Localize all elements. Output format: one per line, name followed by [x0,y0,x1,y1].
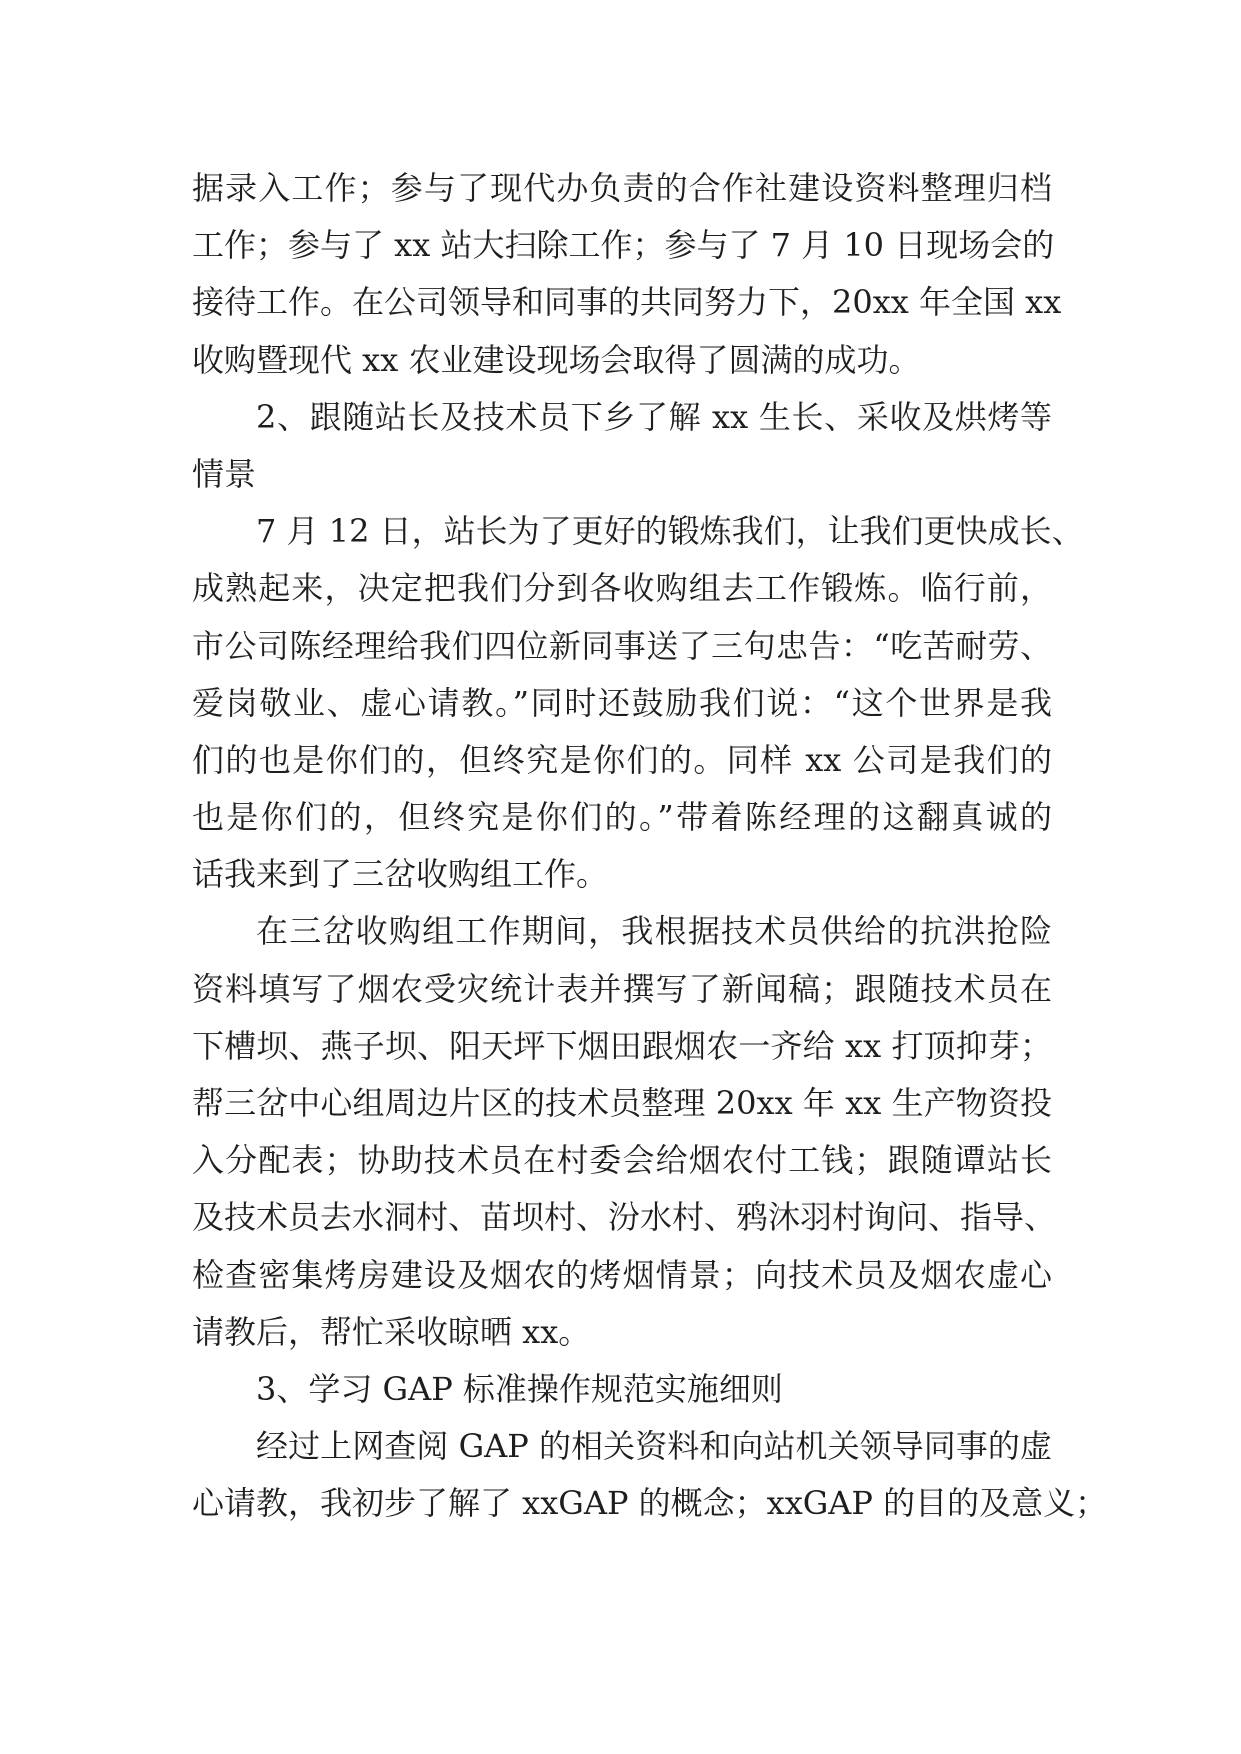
text-line: 也是你们的，但终究是你们的。”带着陈经理的这翻真诚的 [192,798,1052,837]
text-line: 请教后，帮忙采收晾晒 xx。 [192,1312,591,1351]
text-line: 检查密集烤房建设及烟农的烤烟情景；向技术员及烟农虚心 [192,1255,1052,1294]
text-line: 及技术员去水洞村、苗坝村、汾水村、鸦沐羽村询问、指导、 [192,1198,1057,1237]
text-line: 收购暨现代 xx 农业建设现场会取得了圆满的成功。 [192,340,921,379]
text-line: 2、跟随站长及技术员下乡了解 xx 生长、采收及烘烤等 [256,397,1052,436]
text-line: 经过上网查阅 GAP 的相关资料和向站机关领导同事的虚 [256,1427,1052,1466]
text-line: 7 月 12 日，站长为了更好的锻炼我们，让我们更快成长、 [256,512,1084,551]
text-line: 帮三岔中心组周边片区的技术员整理 20xx 年 xx 生产物资投 [192,1084,1052,1122]
text-line: 接待工作。在公司领导和同事的共同努力下，20xx 年全国 xx [192,283,1062,322]
text-line: 们的也是你们的，但终究是你们的。同样 xx 公司是我们的 [192,740,1052,779]
text-line: 下槽坝、燕子坝、阳天坪下烟田跟烟农一齐给 xx 打顶抑芽； [192,1026,1052,1065]
document-body [192,160,1108,1533]
text-line: 入分配表；协助技术员在村委会给烟农付工钱；跟随谭站长 [192,1141,1052,1180]
text-line: 话我来到了三岔收购组工作。 [192,855,609,894]
text-line: 工作；参与了 xx 站大扫除工作；参与了 7 月 10 日现场会的 [192,226,1055,265]
text-line: 心请教，我初步了解了 xxGAP 的概念；xxGAP 的目的及意义； [192,1484,1108,1523]
text-line: 据录入工作；参与了现代办负责的合作社建设资料整理归档 [192,169,1052,207]
text-line: 情景 [192,454,257,493]
text-line: 市公司陈经理给我们四位新同事送了三句忠告：“吃苦耐劳、 [192,626,1052,665]
text-line: 爱岗敬业、虚心请教。”同时还鼓励我们说：“这个世界是我 [192,683,1052,722]
text-line: 3、学习 GAP 标准操作规范实施细则 [256,1369,783,1408]
text-line: 资料填写了烟农受灾统计表并撰写了新闻稿；跟随技术员在 [192,969,1052,1008]
text-line: 成熟起来，决定把我们分到各收购组去工作锻炼。临行前， [192,569,1052,608]
text-line: 在三岔收购组工作期间，我根据技术员供给的抗洪抢险 [256,912,1052,951]
